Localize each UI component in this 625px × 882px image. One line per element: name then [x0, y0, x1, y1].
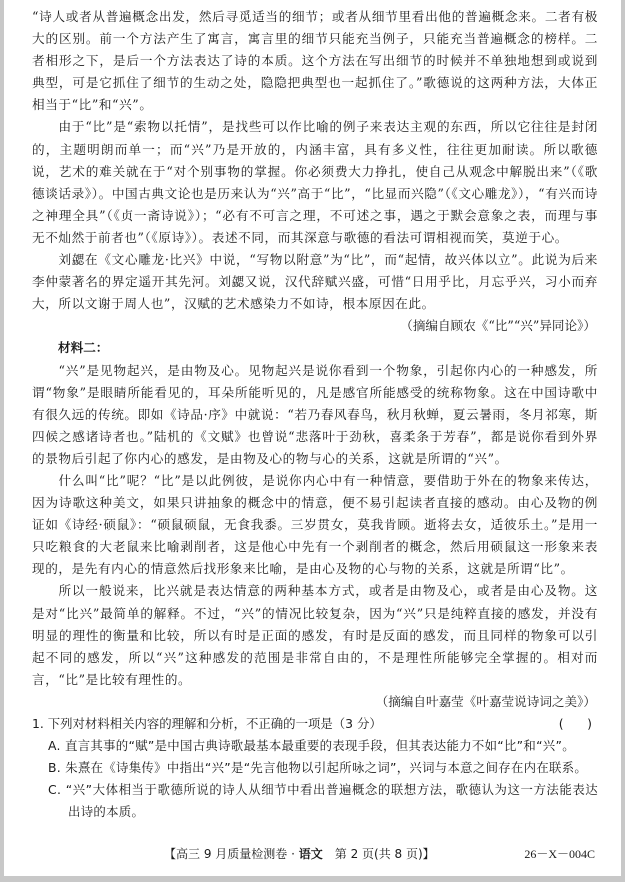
material2-heading: 材料二： [58, 340, 109, 356]
material1-source: （摘编自顾农《“比”“兴”异同论》） [400, 318, 596, 334]
option-a[interactable]: A. 直言其事的“赋”是中国古典诗歌最基本最重要的表现手段，但其表达能力不如“比”和“兴”。 [48, 738, 575, 754]
footer-exam-code: 26－X－004C [524, 847, 595, 861]
exam-page [4, 0, 621, 876]
material2-source: （摘编自叶嘉莹《叶嘉莹说诗词之美》） [375, 693, 596, 709]
option-b[interactable]: B. 朱熹在《诗集传》中指出“兴”是“先言他物以引起所咏之词”，兴词与本意之间存在内在联系。 [48, 760, 588, 776]
material1-paragraph-1: “诗人或者从普遍概念出发，然后寻觅适当的细节；或者从细节里看出他的普遍概念来。二者有极大的区别。前一个方法产生了寓言，寓言里的细节只能充当例子，只能充当普遍概念的榜样。二者相形之下，是后一个方法表达了诗的本质。这个方法在写出细节的时候并不单独地想到或说到典型，可是它抓住了细节的生动之处，隐隐把典型也一起抓住了。”歌德说的这两种方法，大体正相当于“比”和“兴”。 [32, 9, 598, 113]
footer-exam-title: 高三 9 月质量检测卷 · [176, 847, 299, 861]
option-c[interactable]: C. “兴”大体相当于歌德所说的诗人从细节中看出普遍概念的联想方法，歌德认为这一方法能表达出诗的本质。 [48, 782, 598, 820]
material2-paragraph-2: 什么叫“比”呢？“比”是以此例彼，是说你内心中有一种情意，要借助于外在的物象来传达，因为诗歌这种美文，如果只讲抽象的概念中的情意，便不易引起读者直接的感动。由心及物的例证如《诗经·硕鼠》：“硕鼠硕鼠，无食我黍。三岁贯女，莫我肯顾。逝将去女，适彼乐土。”是用一只吃粮食的大老鼠来比喻剥削者，这是他心中先有一个剥削者的概念，然后用硕鼠这一形象来表现的，是先有内心的情意然后找形象来比喻，是由心及物的心与物的关系，这就是所谓“比”。 [32, 472, 598, 577]
question-1-stem: 1. 下列对材料相关内容的理解和分析，不正确的一项是（3 分） [32, 716, 382, 731]
material1-paragraph-3: 刘勰在《文心雕龙·比兴》中说，“写物以附意”为“比”，而“起情，故兴体以立”。此说为后来李仲蒙著名的界定遥开其先河。刘勰又说，汉代辞赋兴盛，可惜“日用乎比，月忘乎兴，习小而弃大，所以文谢于周人也”，汉赋的艺术感染力不如诗，根本原因在此。 [32, 252, 598, 312]
question-1 [32, 713, 598, 735]
footer-open-bracket: 【 [164, 847, 177, 861]
material2-paragraph-1: “兴”是见物起兴，是由物及心。见物起兴是说你看到一个物象，引起你内心的一种感发，所谓“物象”是眼睛所能看见的，耳朵所能听见的，凡是感官所能感受的统称物象。这在中国诗歌中有很久远的传统。即如《诗品·序》中就说：“若乃春风春鸟，秋月秋蝉，夏云暑雨，冬月祁寒，斯四候之感诸诗者也。”陆机的《文赋》也曾说“悲落叶于劲秋，喜柔条于芳春”，都是说你看到外界的景物后引起了你内心的感发，是由物及心的物与心的关系，这就是所谓的“兴”。 [32, 362, 598, 466]
page-content [32, 6, 598, 823]
footer-exam-info [164, 846, 435, 862]
material1-paragraph-2: 由于“比”是“索物以托情”，是找些可以作比喻的例子来表达主观的东西，所以它往往是封闭的，主题明朗而单一；而“兴”乃是开放的，内涵丰富，具有多义性，往往更加耐读。所以歌德说，艺术的难关就在于“对个别事物的掌握。你必须费大力挣扎，使自己从观念中解脱出来”（《歌德谈话录》）。中国古典文论也是历来认为“兴”高于“比”，“比显而兴隐”（《文心雕龙》），“有兴而诗之神理全具”（《贞一斋诗说》）；“必有不可言之理，不可述之事，遇之于默会意象之表，而理与事无不灿然于前者也”（《原诗》）。表述不同，而其深意与歌德的看法可谓相视而笑，莫逆于心。 [32, 119, 598, 245]
material2-paragraph-3: 所以一般说来，比兴就是表达情意的两种基本方式，或者是由物及心，或者是由心及物。这是对“比兴”最简单的解释。不过，“兴”的情况比较复杂，因为“兴”只是纯粹直接的感发，并没有明显的理性的衡量和比较，所以有时是正面的感发，有时是反面的感发，而且同样的物象可以引起不同的感发，所以“兴”这种感发的范围是非常自由的，不是理性所能够完全掌握的。相对而言，“比”是比较有理性的。 [32, 583, 598, 687]
footer-subject: 语文 [298, 847, 323, 861]
footer-close-bracket: 】 [422, 847, 435, 861]
answer-blank[interactable]: ( ) [558, 716, 592, 731]
footer-page-info: 第 2 页(共 8 页) [322, 847, 423, 861]
